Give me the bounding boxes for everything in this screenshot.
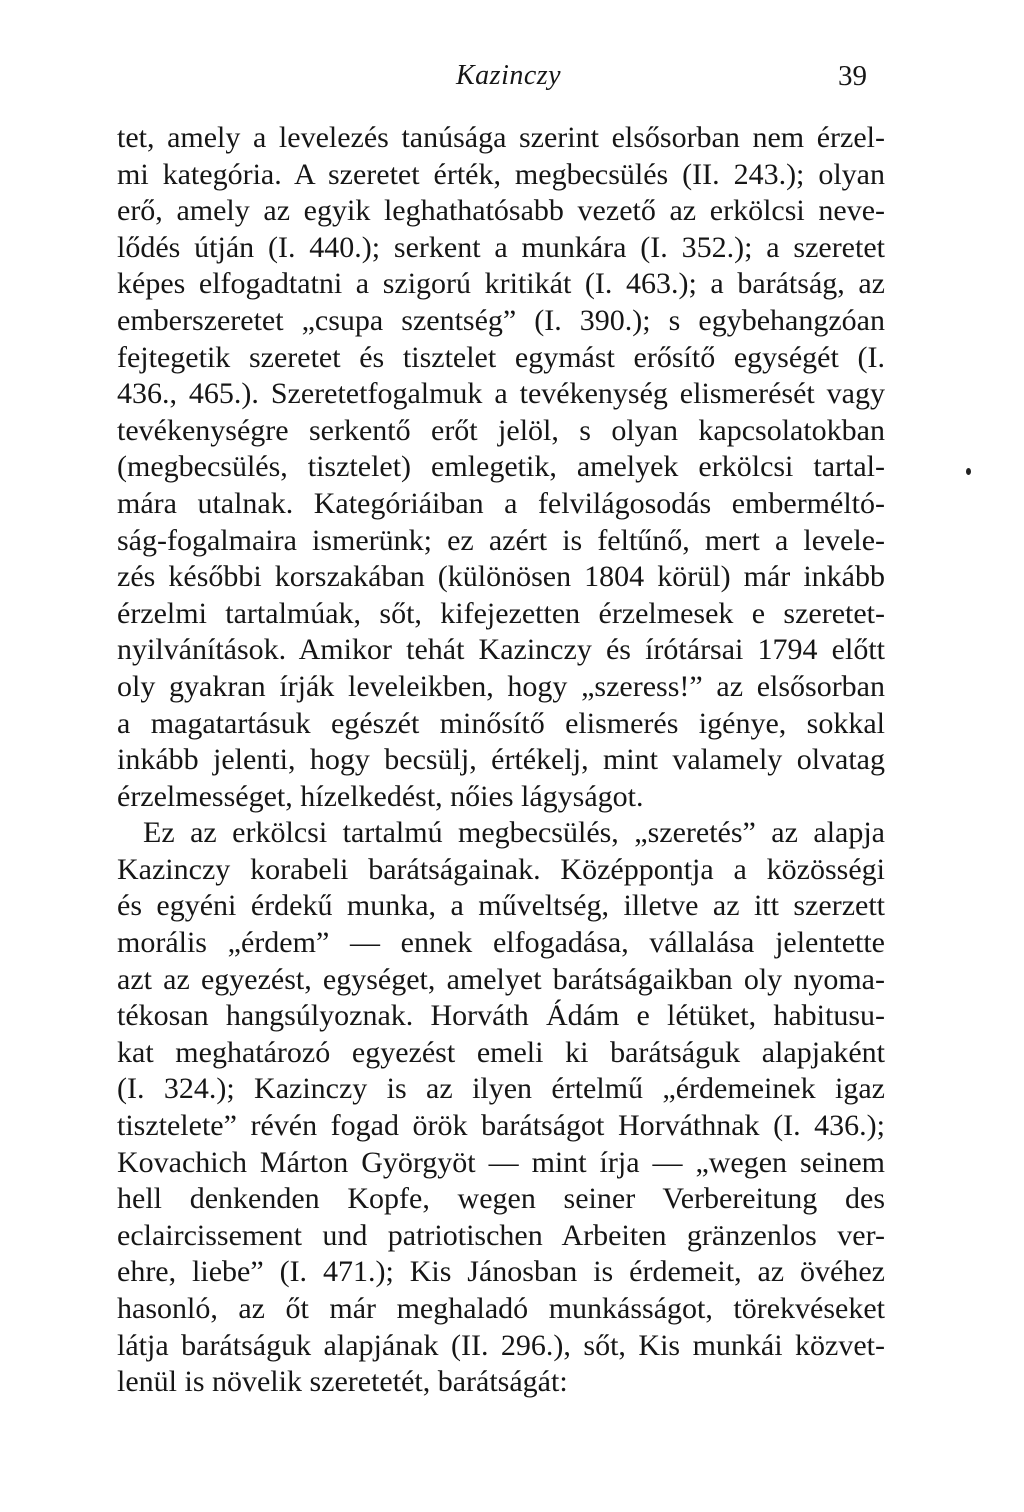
running-header — [0, 58, 1024, 98]
text-line: hasonló, az őt már meghaladó munkásságot, törekvéseket — [117, 1292, 885, 1325]
text-line: oly gyakran írják leveleikben, hogy „szeress!” az elsősorban — [117, 669, 885, 703]
text-line: Ez az erkölcsi tartalmú megbecsülés, „szeretés” az alapja — [143, 816, 885, 850]
text-line: morális „érdem” — ennek elfogadása, vállalása jelentette — [117, 926, 885, 960]
text-line: zés későbbi korszakában (különösen 1804 körül) már inkább — [117, 560, 885, 594]
text-line: érzelmességet, hízelkedést, nőies lágyságot. — [117, 779, 644, 813]
page-number: 39 — [838, 60, 867, 92]
text-line: nyilvánítások. Amikor tehát Kazinczy és írótársai 1794 előtt — [117, 633, 885, 667]
text-line: érzelmi tartalmúak, sőt, kifejezetten érzelmesek e szeretet- — [117, 596, 885, 630]
text-line: Kazinczy korabeli barátságainak. Középpontja a közösségi — [117, 852, 885, 886]
text-line: és egyéni érdekű munka, a műveltség, illetve az itt szerzett — [117, 889, 885, 923]
text-line: 436., 465.). Szeretetfogalmuk a tevékenység elismerését vagy — [117, 377, 885, 411]
paragraph-1 — [117, 120, 885, 815]
text-line: hell denkenden Kopfe, wegen seiner Verbereitung des — [117, 1182, 885, 1216]
text-line: a magatartásuk egészét minősítő elismerés igénye, sokkal — [117, 706, 885, 740]
text-line: emberszeretet „csupa szentség” (I. 390.); s egybehangzóan — [117, 303, 885, 337]
text-line: azt az egyezést, egységet, amelyet barátságaikban oly nyoma- — [117, 962, 885, 996]
text-line: Kovachich Márton Györgyöt — mint írja — „wegen seinem — [117, 1145, 885, 1179]
text-line: eclaircissement und patriotischen Arbeiten gränzenlos ver- — [117, 1218, 885, 1252]
text-line: inkább jelenti, hogy becsülj, értékelj, mint valamely olvatag — [117, 743, 885, 777]
text-line: látja barátságuk alapjának (II. 296.), sőt, Kis munkái közvet- — [117, 1328, 885, 1362]
text-line: mára utalnak. Kategóriáiban a felvilágosodás emberméltó- — [117, 486, 885, 520]
text-line: fejtegetik szeretet és tisztelet egymást erősítő egységét (I. — [117, 340, 885, 374]
text-line: ehre, liebe” (I. 471.); Kis Jánosban is érdemeit, az övéhez — [117, 1255, 885, 1289]
text-line: képes elfogadtatni a szigorú kritikát (I. 463.); a barátság, az — [117, 267, 885, 301]
text-line: tet, amely a levelezés tanúsága szerint elsősorban nem érzel- — [117, 121, 885, 154]
text-line: (I. 324.); Kazinczy is az ilyen értelmű „érdemeinek igaz — [117, 1072, 885, 1106]
text-line: tevékenységre serkentő erőt jelöl, s olyan kapcsolatokban — [117, 413, 885, 447]
running-title: Kazinczy — [456, 60, 562, 91]
text-line: lenül is növelik szeretetét, barátságát: — [117, 1365, 568, 1399]
text-line: (megbecsülés, tisztelet) emlegetik, amelyek erkölcsi tartal- — [117, 450, 885, 484]
text-line: erő, amely az egyik leghathatósabb vezető az erkölcsi neve- — [117, 194, 885, 228]
text-line: kat meghatározó egyezést emeli ki barátságuk alapjaként — [117, 1035, 885, 1069]
text-line: ság-fogalmaira ismerünk; ez azért is feltűnő, mert a levele- — [117, 523, 885, 557]
paragraph-2 — [117, 815, 885, 1401]
body-text — [117, 120, 885, 1401]
text-line: tékosan hangsúlyoznak. Horváth Ádám e létüket, habitusu- — [117, 999, 885, 1033]
text-line: mi kategória. A szeretet érték, megbecsülés (II. 243.); olyan — [117, 157, 885, 191]
text-line: tisztelete” révén fogad örök barátságot Horváthnak (I. 436.); — [117, 1109, 885, 1143]
ink-speck — [966, 468, 971, 475]
text-line: lődés útján (I. 440.); serkent a munkára (I. 352.); a szeretet — [117, 230, 885, 264]
